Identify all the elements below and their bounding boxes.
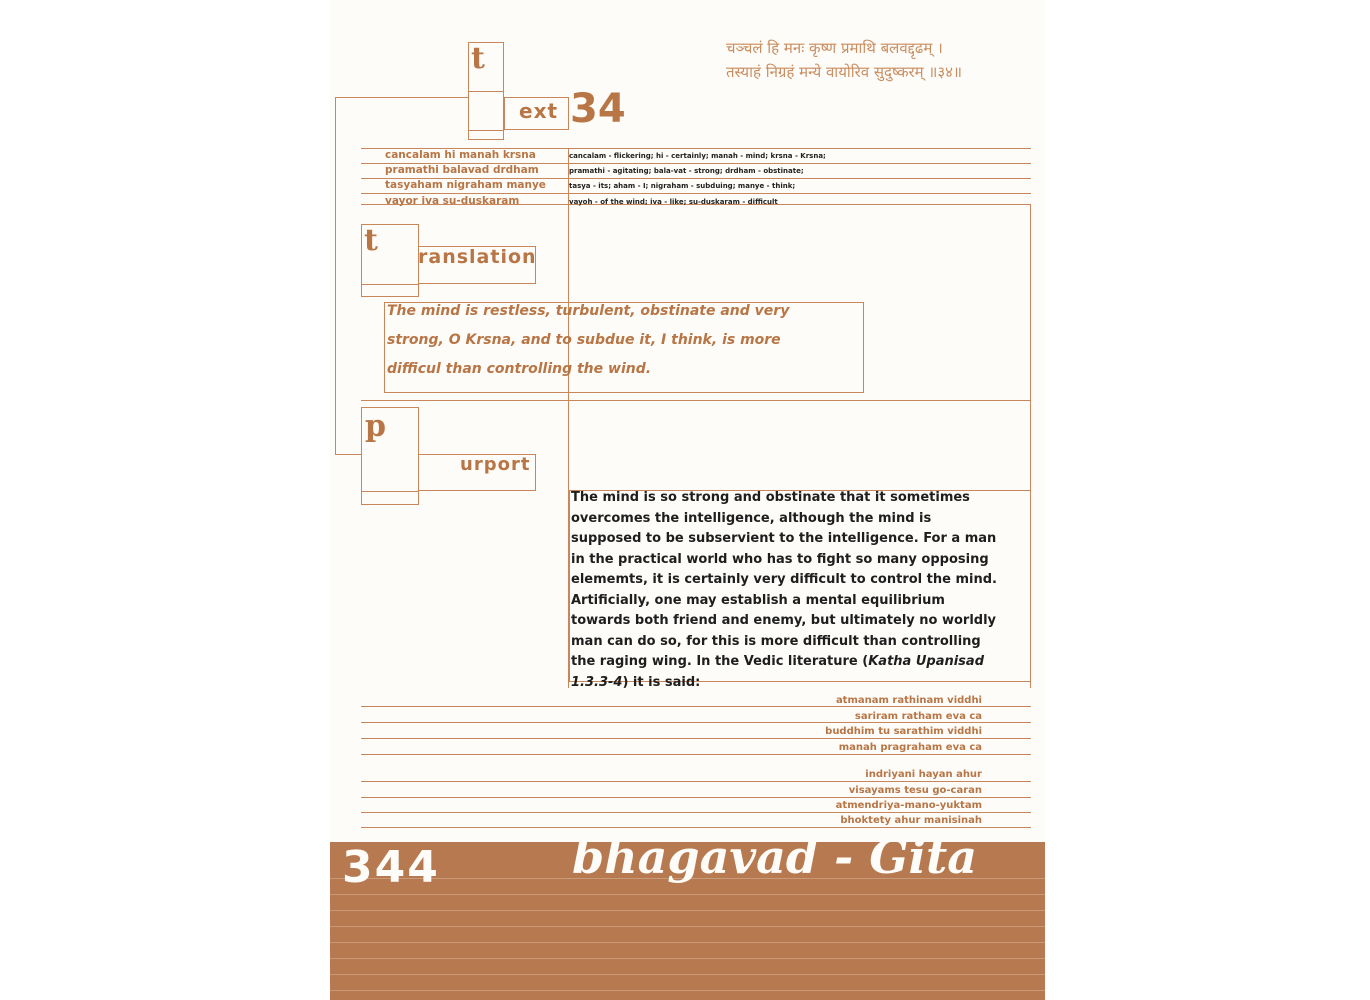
grid-line (361, 781, 1031, 782)
grid-line (335, 454, 361, 455)
footer-stripe (330, 926, 1045, 927)
translation-line: difficul than controlling the wind. (387, 361, 652, 377)
text-heading-initial: t (471, 41, 485, 76)
grid-line (335, 97, 336, 454)
grid-line (361, 738, 1031, 739)
footer-stripe (330, 990, 1045, 991)
verse-line: atmanam rathinam viddhi (835, 695, 982, 706)
purport-heading-label: urport (460, 454, 531, 475)
grid-line (468, 91, 504, 92)
synonyms-line: cancalam - flickering; hi - certainly; manah - mind; krsna - Krsna; (569, 152, 826, 160)
translation-line: strong, O Krsna, and to subdue it, I think, is more (387, 332, 781, 348)
grid-line (361, 284, 419, 285)
purport-heading-initial: p (365, 409, 386, 444)
verse-line: buddhim tu sarathim viddhi (825, 726, 982, 737)
grid-line (361, 193, 1031, 194)
text-heading-label: ext (519, 99, 559, 123)
grid-line (361, 827, 1031, 828)
transliteration-line: vayor iva su-duskaram (385, 195, 520, 207)
grid-line (361, 400, 1031, 401)
purport-body-end: ) it is said: (622, 674, 701, 690)
purport-text (571, 488, 1001, 693)
purport-citation: Katha Upanisad 1.3.3-4 (571, 654, 984, 690)
verse-line: atmendriya-mano-yuktam (835, 800, 982, 811)
footer-stripe (330, 942, 1045, 943)
book-page (330, 0, 1045, 1000)
synonyms-line: vayoh - of the wind; iva - like; su-duskaram - difficult (569, 198, 778, 206)
verse-line: indriyani hayan ahur (865, 769, 982, 780)
footer-stripe (330, 894, 1045, 895)
verse-line: manah pragraham eva ca (838, 742, 982, 753)
grid-line (361, 812, 1031, 813)
sanskrit-line-2: तस्याहं निग्रहं मन्ये वायोरिव सुदुष्करम् ॥३४॥ (726, 63, 962, 81)
synonyms-line: pramathi - agitating; bala-vat - strong; drdham - obstinate; (569, 167, 804, 175)
grid-line (361, 706, 1031, 707)
grid-line (335, 97, 468, 98)
verse-line: sariram ratham eva ca (854, 711, 982, 722)
verse-line: visayams tesu go-caran (848, 785, 982, 796)
footer-stripe (330, 958, 1045, 959)
footer-stripe (330, 910, 1045, 911)
grid-line (361, 754, 1031, 755)
translation-heading-initial: t (364, 223, 378, 258)
footer-band (330, 830, 1045, 1000)
translation-heading-label: ranslation (418, 246, 537, 268)
translation-line: The mind is restless, turbulent, obstinate and very (387, 303, 790, 319)
sanskrit-line-1: चञ्चलं हि मनः कृष्ण प्रमाथि बलवद्दृढम् । (726, 39, 943, 57)
verse-line: bhoktety ahur manisinah (840, 815, 982, 826)
grid-line (361, 491, 419, 492)
purport-body: The mind is so strong and obstinate that it sometimes overcomes the intelligence, although the mind is supposed to be subservient to the intelligence. For a man in the practical world who has to fight so many opposing elememts, it is certainly very difficult to control the mind. Artificially, one may establish a mental equilibrium towards both friend and enemy, but ultimately no worldly man can do so, for this is more difficult than controlling the raging wing. In the Vedic literature ( (571, 490, 997, 669)
footer-stripe (330, 974, 1045, 975)
translation-text (387, 297, 857, 384)
page-number: 344 (342, 842, 440, 893)
grid-line (468, 130, 504, 131)
book-title: bhagavad - Gita (572, 830, 978, 884)
grid-line (361, 722, 1031, 723)
transliteration-line: tasyaham nigraham manye (385, 179, 546, 191)
verse-number: 34 (570, 86, 626, 132)
transliteration-line: cancalam hi manah krsna (385, 149, 536, 161)
transliteration-line: pramathi balavad drdham (385, 164, 539, 176)
synonyms-line: tasya - its; aham - I; nigraham - subduing; manye - think; (569, 182, 796, 190)
grid-line (361, 797, 1031, 798)
